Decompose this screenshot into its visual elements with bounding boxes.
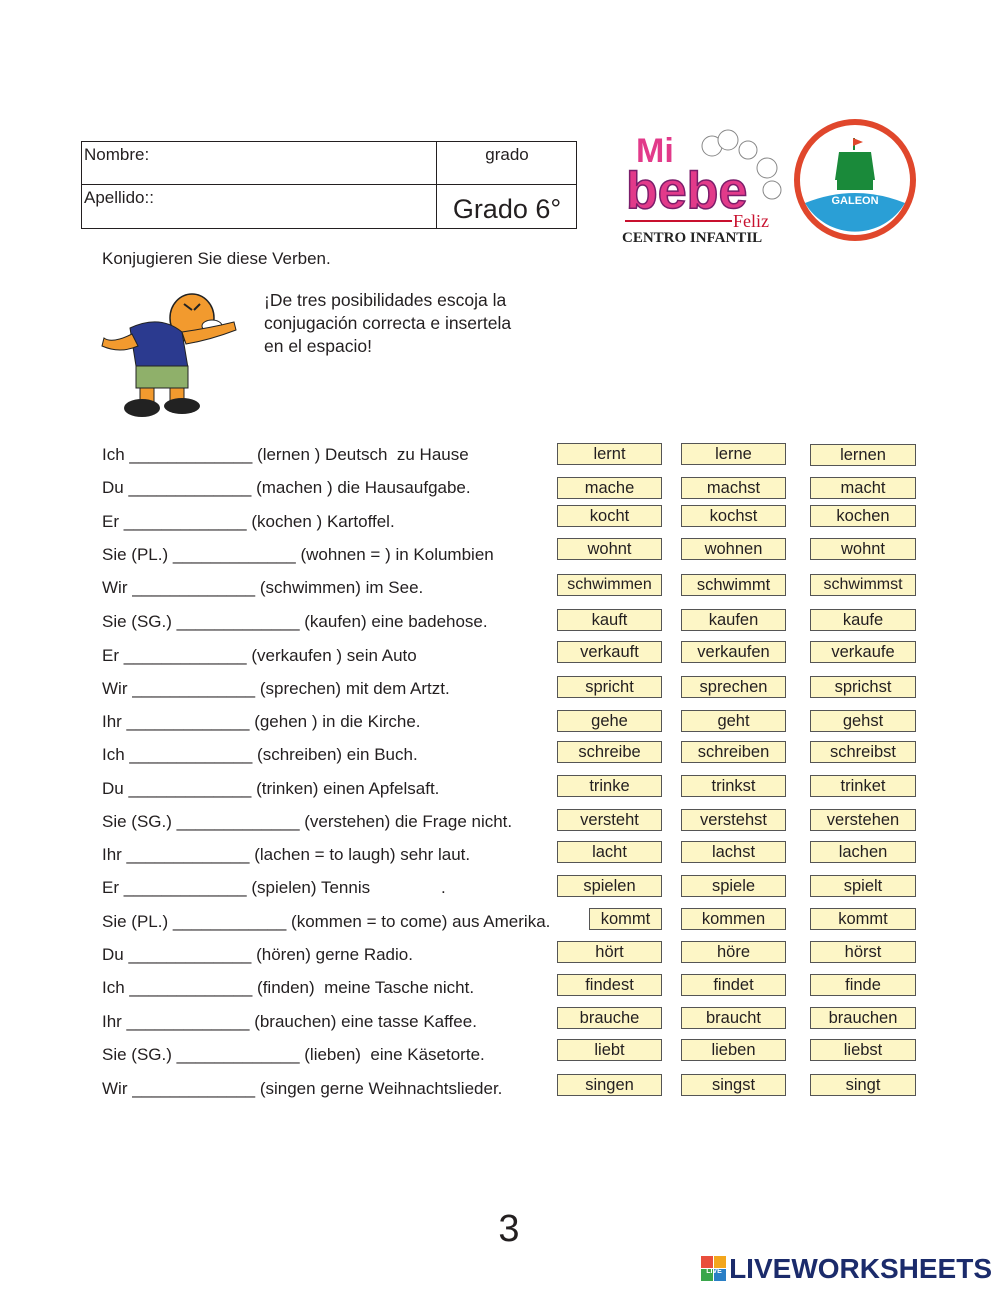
answer-option[interactable]: singt <box>810 1074 916 1096</box>
answer-option[interactable]: lernt <box>557 443 662 465</box>
exercise-sentence: Du _____________ (hören) gerne Radio. <box>102 945 413 964</box>
logo-mi-text: Mi <box>636 132 674 170</box>
answer-option[interactable]: trinkst <box>681 775 786 797</box>
logo-centro-text: CENTRO INFANTIL <box>622 230 763 246</box>
answer-option[interactable]: findest <box>557 974 662 996</box>
exercise-sentence: Er _____________ (verkaufen ) sein Auto <box>102 646 417 665</box>
mi-bebe-feliz-logo <box>620 118 790 248</box>
exercise-sentence: Wir _____________ (sprechen) mit dem Artzt. <box>102 679 450 698</box>
answer-option[interactable]: machst <box>681 477 786 499</box>
answer-option[interactable]: schreiben <box>681 741 786 763</box>
answer-option[interactable]: schreibe <box>557 741 662 763</box>
answer-option[interactable]: singst <box>681 1074 786 1096</box>
name-label: Nombre: <box>84 145 150 164</box>
exercise-sentence: Sie (SG.) _____________ (kaufen) eine badehose. <box>102 612 488 631</box>
answer-option[interactable]: kochen <box>810 505 916 527</box>
answer-option[interactable]: macht <box>810 477 916 499</box>
answer-option[interactable]: findet <box>681 974 786 996</box>
exercise-sentence: Ihr _____________ (gehen ) in die Kirche. <box>102 712 421 731</box>
answer-option[interactable]: trinke <box>557 775 662 797</box>
answer-option[interactable]: spricht <box>557 676 662 698</box>
spanish-instruction-line: ¡De tres posibilidades escoja la <box>264 290 507 310</box>
surname-label: Apellido:: <box>84 188 154 207</box>
answer-option[interactable]: verstehst <box>681 809 786 831</box>
grade-value: Grado 6° <box>452 194 562 224</box>
exercise-sentence: Er _____________ (spielen) Tennis . <box>102 878 446 897</box>
exercise-sentence: Sie (SG.) _____________ (verstehen) die Frage nicht. <box>102 812 513 831</box>
exercise-sentence: Wir _____________ (schwimmen) im See. <box>102 578 424 597</box>
page-number: 3 <box>498 1208 520 1250</box>
galeon-text: GALEON <box>831 195 879 207</box>
answer-option[interactable]: kommt <box>589 908 662 930</box>
galeon-logo <box>793 118 917 242</box>
answer-option[interactable]: kommen <box>681 908 786 930</box>
answer-option[interactable]: spiele <box>681 875 786 897</box>
answer-option[interactable]: lieben <box>681 1039 786 1061</box>
exercise-sentence: Du _____________ (trinken) einen Apfelsaft. <box>102 779 440 798</box>
answer-option[interactable]: sprichst <box>810 676 916 698</box>
exercise-sentence: Sie (SG.) _____________ (lieben) eine Käsetorte. <box>102 1045 485 1064</box>
exercise-sentence: Sie (PL.) ____________ (kommen = to come) aus Amerika. <box>102 912 551 931</box>
answer-option[interactable]: schwimmen <box>557 574 662 596</box>
logo-bebe-text: bebe <box>626 162 748 220</box>
answer-option[interactable]: kaufe <box>810 609 916 631</box>
liveworksheets-logo <box>701 1252 992 1286</box>
exercise-sentence: Wir _____________ (singen gerne Weihnachtslieder. <box>102 1079 503 1098</box>
exercise-sentence: Ich _____________ (schreiben) ein Buch. <box>102 745 418 764</box>
answer-option[interactable]: spielen <box>557 875 662 897</box>
angry-character-icon <box>100 288 242 422</box>
answer-option[interactable]: kauft <box>557 609 662 631</box>
answer-option[interactable]: lernen <box>810 444 916 466</box>
answer-option[interactable]: höre <box>681 941 786 963</box>
answer-option[interactable]: kochst <box>681 505 786 527</box>
liveworksheets-icon <box>701 1256 727 1282</box>
answer-option[interactable]: kaufen <box>681 609 786 631</box>
answer-option[interactable]: schreibst <box>810 741 916 763</box>
brand-icon-letters: LIVE <box>706 1268 722 1275</box>
answer-option[interactable]: verkaufen <box>681 641 786 663</box>
answer-option[interactable]: liebt <box>557 1039 662 1061</box>
logo-feliz-text: Feliz <box>733 211 769 231</box>
exercise-sentence: Du _____________ (machen ) die Hausaufgabe. <box>102 478 471 497</box>
answer-option[interactable]: wohnen <box>681 538 786 560</box>
answer-option[interactable]: braucht <box>681 1007 786 1029</box>
answer-option[interactable]: lacht <box>557 841 662 863</box>
answer-option[interactable]: hörst <box>810 941 916 963</box>
answer-option[interactable]: schwimmst <box>810 574 916 596</box>
exercise-sentence: Sie (PL.) _____________ (wohnen = ) in Kolumbien <box>102 545 494 564</box>
answer-option[interactable]: kommt <box>810 908 916 930</box>
answer-option[interactable]: lachst <box>681 841 786 863</box>
answer-option[interactable]: trinket <box>810 775 916 797</box>
answer-option[interactable]: wohnt <box>810 538 916 560</box>
exercise-sentence: Ich _____________ (finden) meine Tasche nicht. <box>102 978 475 997</box>
spanish-instruction-line: en el espacio! <box>264 336 372 356</box>
student-info-table <box>81 141 577 229</box>
answer-option[interactable]: verkauft <box>557 641 662 663</box>
answer-option[interactable]: kocht <box>557 505 662 527</box>
exercise-sentence: Ihr _____________ (lachen = to laugh) sehr laut. <box>102 845 471 864</box>
answer-option[interactable]: singen <box>557 1074 662 1096</box>
exercise-sentence: Ich _____________ (lernen ) Deutsch zu Hause <box>102 445 469 464</box>
answer-option[interactable]: gehst <box>810 710 916 732</box>
answer-option[interactable]: spielt <box>810 875 916 897</box>
answer-option[interactable]: gehe <box>557 710 662 732</box>
exercise-sentence: Er _____________ (kochen ) Kartoffel. <box>102 512 395 531</box>
brand-name: LIVEWORKSHEETS <box>729 1253 992 1284</box>
answer-option[interactable]: verkaufe <box>810 641 916 663</box>
grade-label: grado <box>485 145 529 164</box>
answer-option[interactable]: verstehen <box>810 809 916 831</box>
answer-option[interactable]: mache <box>557 477 662 499</box>
answer-option[interactable]: hört <box>557 941 662 963</box>
exercise-sentence: Ihr _____________ (brauchen) eine tasse Kaffee. <box>102 1012 477 1031</box>
answer-option[interactable]: liebst <box>810 1039 916 1061</box>
answer-option[interactable]: wohnt <box>557 538 662 560</box>
spanish-instruction-line: conjugación correcta e insertela <box>264 313 512 333</box>
answer-option[interactable]: schwimmt <box>681 574 786 596</box>
table-divider <box>82 184 576 185</box>
answer-option[interactable]: versteht <box>557 809 662 831</box>
answer-option[interactable]: lachen <box>810 841 916 863</box>
answer-option[interactable]: geht <box>681 710 786 732</box>
answer-option[interactable]: finde <box>810 974 916 996</box>
answer-option[interactable]: brauche <box>557 1007 662 1029</box>
spanish-instruction <box>264 289 564 358</box>
answer-option[interactable]: lerne <box>681 443 786 465</box>
answer-option[interactable]: brauchen <box>810 1007 916 1029</box>
instruction-text: Konjugieren Sie diese Verben. <box>102 249 331 268</box>
answer-option[interactable]: sprechen <box>681 676 786 698</box>
